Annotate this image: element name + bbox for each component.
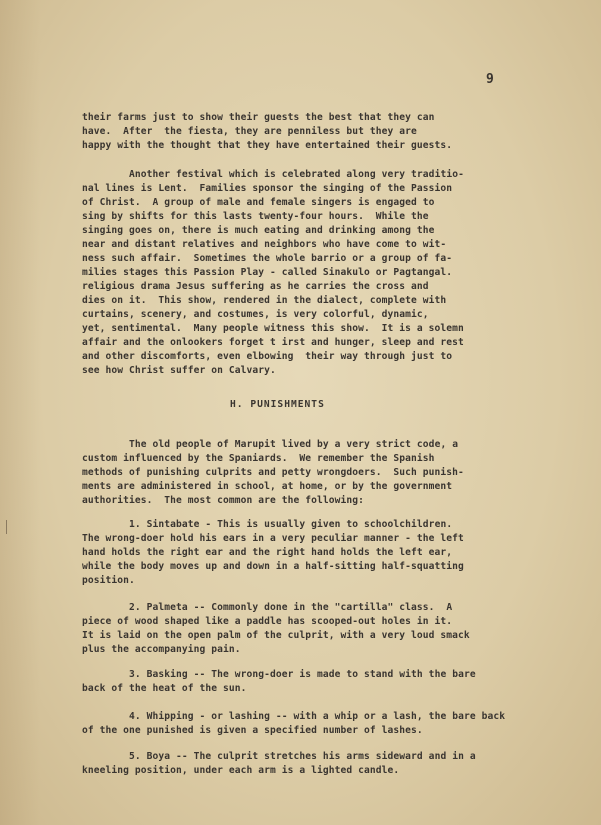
list-item-whipping: 4. Whipping - or lashing -- with a whip or a lash, the bare back of the one punished is given a specified number of lashes. (82, 711, 506, 736)
list-item-sintabate: 1. Sintabate - This is usually given to schoolchildren. The wrong-doer hold his ears in a very peculiar manner - the left hand holds the right ear and the right hand holds the left ear, while the body moves up and down in a half-sitting half-squatting position. (82, 519, 464, 586)
paragraph-punishments-intro: The old people of Marupit lived by a very strict code, a custom influenced by the Spaniards. We remember the Spanish methods of punishing culprits and petty wrongdoers. Such punish- ments are administered in school, at home, or by the government authorities. The most common are the following: (82, 439, 464, 506)
list-item-boya: 5. Boya -- The culprit stretches his arms sideward and in a kneeling position, under each arm is a lighted candle. (82, 751, 476, 776)
paragraph-fiesta: their farms just to show their guests the best that they can have. After the fiesta, they are penniless but they are happy with the thought that they have entertained their guests. (82, 112, 453, 151)
section-heading: H. PUNISHMENTS (230, 399, 325, 410)
list-item-basking: 3. Basking -- The wrong-doer is made to stand with the bare back of the heat of the sun. (82, 669, 476, 694)
staple-mark (0, 520, 7, 534)
list-item-palmeta: 2. Palmeta -- Commonly done in the "cartilla" class. A piece of wood shaped like a paddle has scooped-out holes in it. It is laid on the open palm of the culprit, with a very loud smack plus the accompanying pain. (82, 602, 470, 655)
paper-stain (0, 0, 40, 825)
paragraph-lent: Another festival which is celebrated along very traditio- nal lines is Lent. Families sponsor the singing of the Passion of Christ. A group of male and female singers is engaged to sing by shifts for this lasts twenty-four hours. While the singing goes on, there is much eating and drinking among the near and distant relatives and neighbors who have come to wit- ness such affair. Sometimes the whole barrio or a group of fa- milies stages this Passion Play - called Sinakulo or Pagtangal. religious drama Jesus suffering as he carries the cross and dies on it. This show, rendered in the dialect, complete with curtains, scenery, and costumes, is very colorful, dynamic, yet, sentimental. Many people witness this show. It is a solemn affair and the onlookers forget t irst and hunger, sleep and rest and other discomforts, even elbowing their way through just to see how Christ suffer on Calvary. (82, 169, 464, 376)
page-number: 9 (486, 72, 494, 87)
